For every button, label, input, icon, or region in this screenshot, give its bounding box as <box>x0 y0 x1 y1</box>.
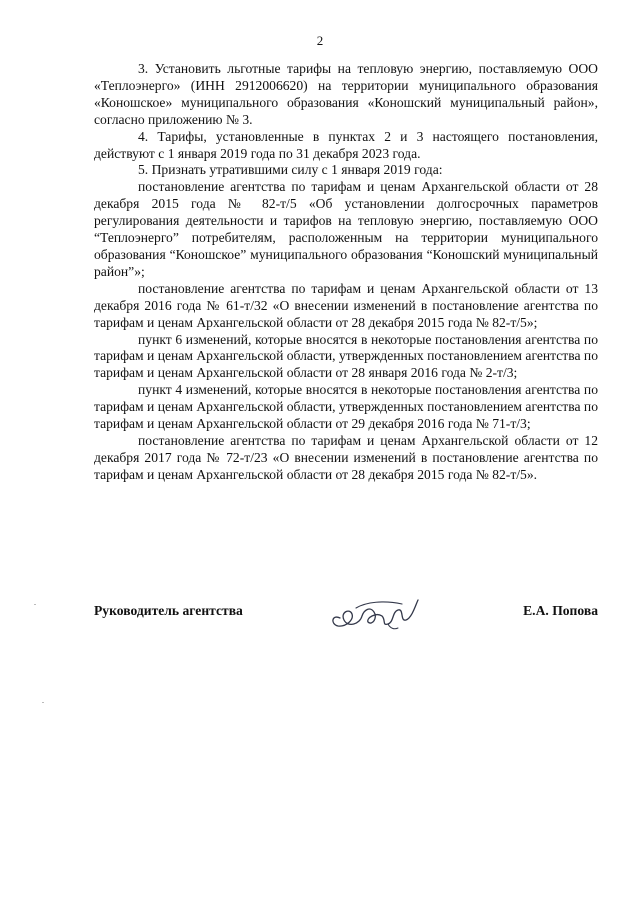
signatory-title: Руководитель агентства <box>94 603 243 618</box>
paragraph-clause-4: 4. Тарифы, установленные в пунктах 2 и 3 настоящего постановления, действуют с 1 января 2019 года по 31 декабря 2023 года. <box>94 128 598 161</box>
scan-speck <box>34 604 36 605</box>
signature-block <box>94 594 598 634</box>
paragraph-repealed-resolution-72: постановление агентства по тарифам и ценам Архангельской области от 12 декабря 2017 года № 72-т/23 «О внесении изменений в постановление агентства по тарифам и ценам Архангельской области от 28 декабря 2015 года № 82-т/5». <box>94 432 598 482</box>
document-body <box>94 61 598 484</box>
page-number: 2 <box>316 33 324 48</box>
paragraph-clause-3: 3. Установить льготные тарифы на тепловую энергию, поставляемую ООО «Теплоэнерго» (ИНН 2912006620) на территории муниципального образования «Коношское» муниципального образования «Коношский муниципальный район», согласно приложению № 3. <box>94 61 598 127</box>
scan-speck <box>42 702 44 703</box>
paragraph-repealed-resolution-82: постановление агентства по тарифам и ценам Архангельской области от 28 декабря 2015 года № 82-т/5 «Об установлении долгосрочных параметров регулирования деятельности и тарифов на тепловую энергию, поставляемую ООО “Теплоэнерго” потребителям, расположенным на территории муниципального образования “Коношское” муниципального образования “Коношский муниципальный район”»; <box>94 179 598 279</box>
paragraph-repealed-resolution-61: постановление агентства по тарифам и ценам Архангельской области от 13 декабря 2016 года № 61-т/32 «О внесении изменений в постановление агентства по тарифам и ценам Архангельской области от 28 декабря 2015 года № 82-т/5»; <box>94 280 598 330</box>
signatory-name: Е.А. Попова <box>523 603 598 618</box>
paragraph-repealed-item-4: пункт 4 изменений, которые вносятся в некоторые постановления агентства по тарифам и ценам Архангельской области, утвержденных постановлением агентства по тарифам и ценам Архангельской области от 29 декабря 2016 года № 71-т/3; <box>94 382 598 432</box>
paragraph-repealed-item-6: пункт 6 изменений, которые вносятся в некоторые постановления агентства по тарифам и ценам Архангельской области, утвержденных постановлением агентства по тарифам и ценам Архангельской области от 28 января 2016 года № 2-т/3; <box>94 331 598 381</box>
paragraph-clause-5: 5. Признать утратившими силу с 1 января 2019 года: <box>138 162 443 178</box>
handwritten-signature-icon <box>326 594 430 634</box>
